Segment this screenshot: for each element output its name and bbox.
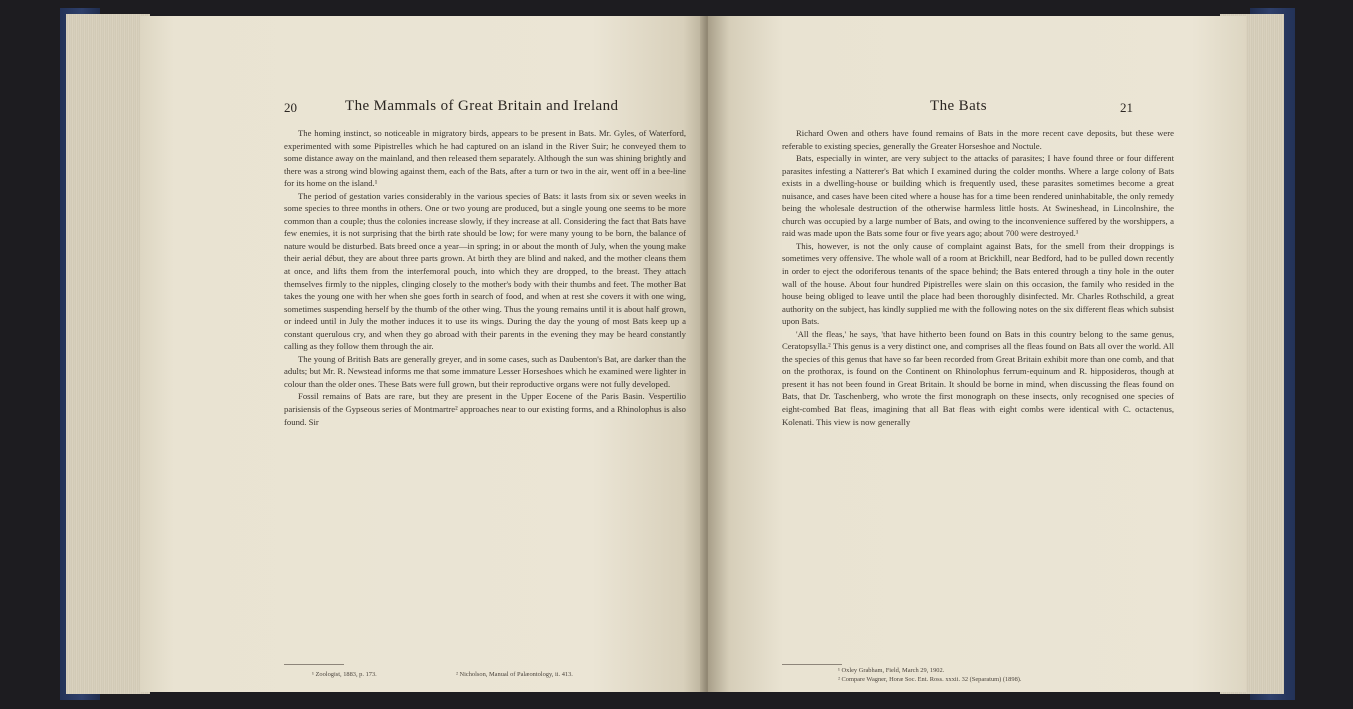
- left-paragraph-2: The period of gestation varies considerably in the various species of Bats: it lasts from six or seven weeks in some species to three months in others. One or two young are produced, but a single young one seems to be more common than a couple; thus the colonies increase slowly, if they increase at all. Considering the fact that Bats have few enemies, it is not surprising that the birth rate should be low; for were many young to be born, the balance of nature would be disturbed. Bats breed once a year—in spring; in or about the month of July, when the young make their aerial début, they are about three parts grown. At birth they are blind and naked, and the mother cleans them at once, and lifts them from the interfemoral pouch, into which they are dropped, to the breast. They attach themselves firmly to the nipples, clinging closely to the mother's body with their thumbs and feet. The mother Bat takes the young one with her when she goes forth in search of food, and when at rest she covers it with one wing, sometimes suspending herself by the thumb of the other wing. Thus the young remains until it is about half grown, or indeed until in July the mother induces it to use its wings. During the day the young of most Bats keep up a constant querulous cry, and when they go abroad with their parents in the evening they may be heard constantly calling as they follow them through the air.: [284, 190, 686, 352]
- left-footnote-1: ¹ Zoologist, 1883, p. 173.: [312, 671, 377, 678]
- page-edges-left: [66, 14, 150, 694]
- left-footnote-rule: [284, 664, 344, 665]
- right-page-number: 21: [1120, 100, 1133, 115]
- left-page-number: 20: [284, 100, 297, 115]
- left-page: [140, 16, 706, 692]
- left-running-head: The Mammals of Great Britain and Ireland: [345, 98, 619, 114]
- left-text-block: [284, 127, 686, 428]
- left-paragraph-1: The homing instinct, so noticeable in migratory birds, appears to be present in Bats. Mr. Gyles, of Waterford, experimented with some Pipistrelles which he had captured on an island in the River Suir; he conveyed them to some distance away on the mainland, and then released them separately. Although the sun was shining brightly and there was a strong wind blowing against them, each of the Bats, after a turn or two in the air, went off in a bee-line for its home on the island.¹: [284, 128, 686, 189]
- left-footnote-2: ² Nicholson, Manual of Palæontology, ii. 413.: [456, 671, 573, 678]
- right-text-block: [782, 127, 1174, 428]
- right-page: [708, 16, 1246, 692]
- right-paragraph-1: Richard Owen and others have found remains of Bats in the more recent cave deposits, but these were referable to existing species, generally the Greater Horseshoe and Noctule.: [782, 128, 1174, 151]
- right-paragraph-2: Bats, especially in winter, are very subject to the attacks of parasites; I have found three or four different parasites infesting a Natterer's Bat which I examined during the colder months. Where a large colony of Bats exists in a dwelling-house or building which is frequently used, these parasites sometimes become a great nuisance, and cases have been cited where a house has for a time been rendered uninhabitable, the only remedy being the wholesale destruction of the otherwise harmless little hosts. At Swineshead, in Lincolnshire, the church was occupied by a large number of Bats, and owing to the inconvenience suffered by the worshippers, a raid was made upon the Bats some four or five years ago; about 700 were destroyed.¹: [782, 153, 1174, 239]
- left-paragraph-3: The young of British Bats are generally greyer, and in some cases, such as Daubenton's Bat, are darker than the adults; but Mr. R. Newstead informs me that some immature Lesser Horseshoes which he examined were lighter in colour than the older ones. These Bats were full grown, but their reproductive organs were not fully developed.: [284, 353, 686, 389]
- right-footnote-2: ² Compare Wagner, Horæ Soc. Ent. Ross. xxxii. 32 (Separatum) (1898).: [838, 675, 1022, 683]
- right-paragraph-4: 'All the fleas,' he says, 'that have hitherto been found on Bats in this country belong to the same genus, Ceratopsylla.² This genus is a very distinct one, and comprises all the fleas found on Bats all over the world. All the species of this genus that have so far been recorded from Great Britain exhibit more than one comb, and that on the prothorax, is found on the Continent on Rhinolophus ferrum-equinum and R. hipposideros, though at present it has not been found in Great Britain. It should be borne in mind, when discussing the fleas found on Bats, that Dr. Taschenberg, who wrote the first monograph on these insects, only recognised one species of eight-combed Bat fleas, imagining that all Bat fleas with eight combs were identical with C. octactenus, Kolenati. This view is now generally: [782, 328, 1174, 427]
- right-footnote-1: ¹ Oxley Grabham, Field, March 29, 1902.: [838, 667, 945, 674]
- right-paragraph-3: This, however, is not the only cause of complaint against Bats, for the smell from their droppings is sometimes very offensive. The whole wall of a room at Brickhill, near Bedford, had to be pulled down recently in order to eject the odoriferous tenants of the space behind; the Bats entered through a tiny hole in the outer wall of the house. About four hundred Pipistrelles were slain on this occasion, the family who resided in the house being obliged to leave until the place had been thoroughly disinfected. Mr. Charles Rothschild, a great authority on the subject, has kindly supplied me with the following notes on the six different fleas which subsist upon Bats.: [782, 240, 1174, 327]
- right-footnotes: [838, 667, 1022, 684]
- right-footnote-rule: [782, 664, 842, 665]
- left-paragraph-4: Fossil remains of Bats are rare, but they are present in the Upper Eocene of the Paris Basin. Vespertilio parisiensis of the Gypseous series of Montmartre² approaches near to our existing forms, and a Rhinolophus is also found. Sir: [284, 391, 686, 427]
- right-running-head: The Bats: [930, 98, 987, 114]
